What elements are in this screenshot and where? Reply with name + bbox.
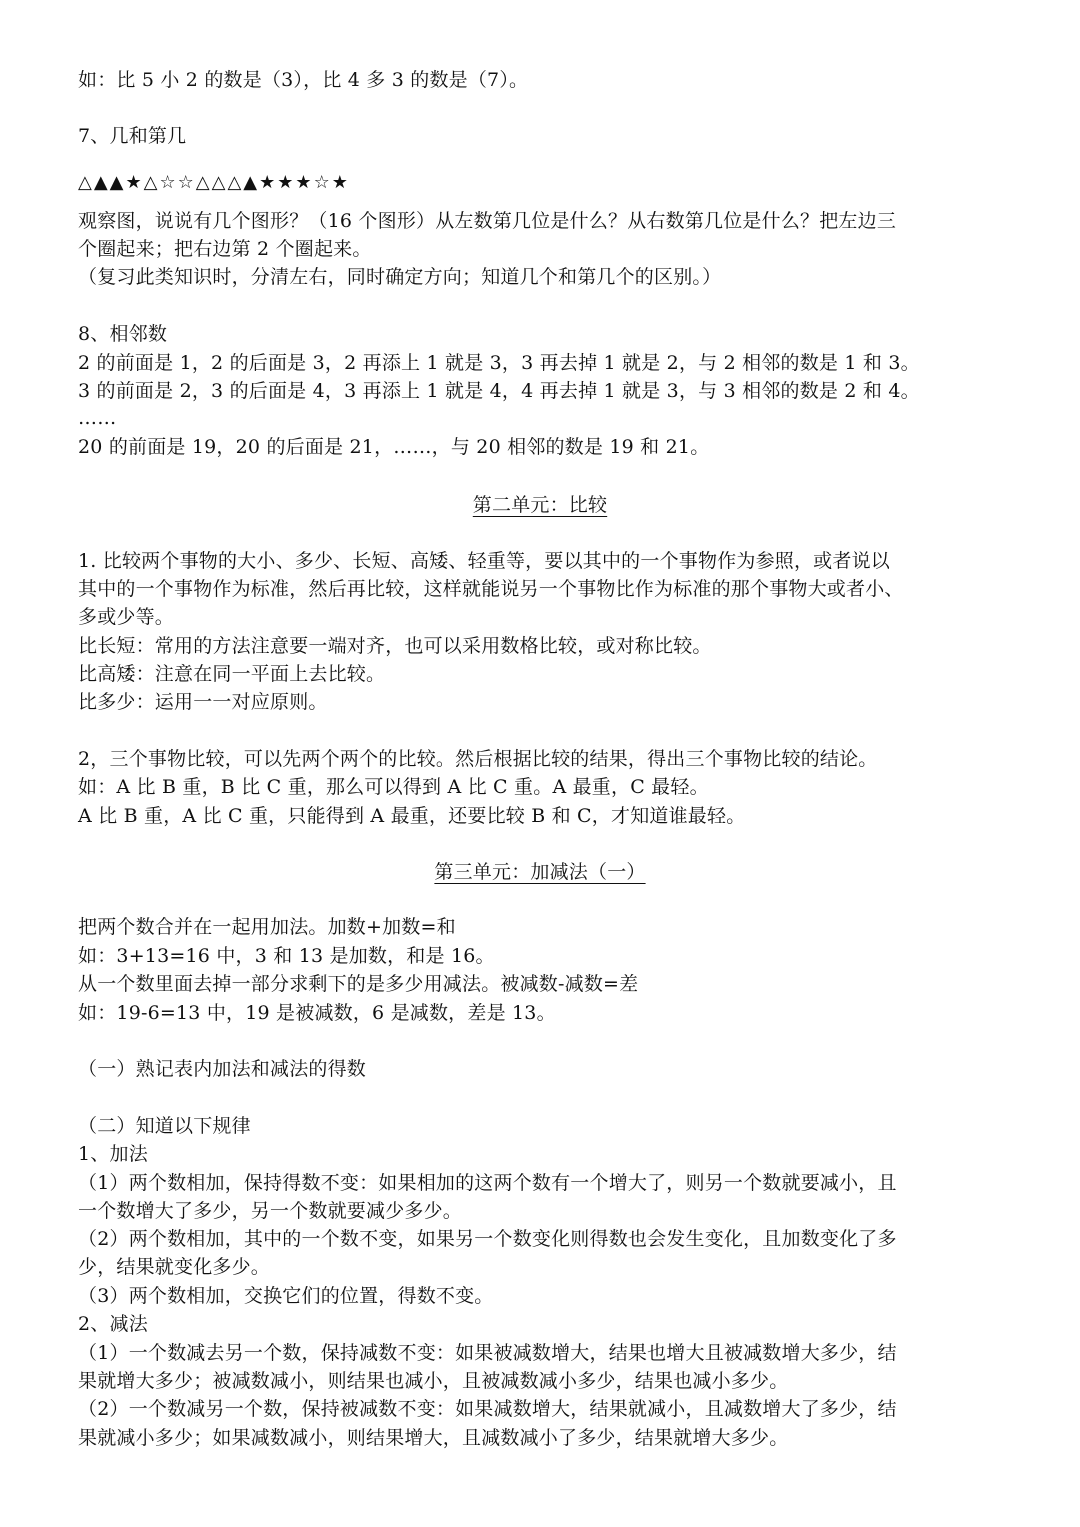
paragraph-line: 其中的一个事物作为标准，然后再比较，这样就能说另一个事物比作为标准的那个事物大或者小、 [78,578,904,600]
paragraph-line: 2，三个事物比较，可以先两个两个的比较。然后根据比较的结果，得出三个事物比较的结论。 [78,748,878,770]
paragraph-line: 观察图，说说有几个图形？（16 个图形）从左数第几位是什么？从右数第几位是什么？把左边三 [78,210,897,232]
subsection-heading: （二）知道以下规律 [78,1115,251,1137]
paragraph-line: A 比 B 重，A 比 C 重，只能得到 A 最重，还要比较 B 和 C，才知道谁最轻。 [78,805,746,827]
section-heading: 7、几和第几 [78,125,187,147]
paragraph-line: 果就增大多少；被减数减小，则结果也减小，且被减数减小多少，结果也减小多少。 [78,1370,789,1392]
note-line: （复习此类知识时，分清左右，同时确定方向；知道几个和第几个的区别。） [78,266,722,288]
unit-title: 第三单元：加减法（一） [434,861,646,883]
paragraph-line: 20 的前面是 19，20 的后面是 21，……，与 20 相邻的数是 19 和 21。 [78,436,710,458]
paragraph-line: （2）一个数减另一个数，保持被减数不变：如果减数增大，结果就减小，且减数增大了多少，结 [78,1398,897,1420]
paragraph-line: 如：19-6=13 中，19 是被减数，6 是减数，差是 13。 [78,1002,556,1024]
paragraph-line: 如：A 比 B 重，B 比 C 重，那么可以得到 A 比 C 重。A 最重，C 最轻。 [78,776,709,798]
paragraph-line: 3 的前面是 2，3 的后面是 4，3 再添上 1 就是 4，4 再去掉 1 就是 3，与 3 相邻的数是 2 和 4。 [78,380,920,402]
section-heading: 1、加法 [78,1143,148,1165]
section-heading: 8、相邻数 [78,323,168,345]
paragraph-line: 1. 比较两个事物的大小、多少、长短、高矮、轻重等，要以其中的一个事物作为参照，或者说以 [78,550,890,572]
ellipsis-line: …… [78,407,117,429]
paragraph-line: 少，结果就变化多少。 [78,1256,271,1278]
paragraph-line: 一个数增大了多少，另一个数就要减少多少。 [78,1200,463,1222]
paragraph-line: 把两个数合并在一起用加法。加数+加数=和 [78,916,456,938]
paragraph-line: 比多少：运用一一对应原则。 [78,691,328,713]
paragraph-line: 果就减小多少；如果减数减小，则结果增大，且减数减小了多少，结果就增大多少。 [78,1427,789,1449]
section-heading: 2、减法 [78,1313,148,1335]
paragraph-line: （2）两个数相加，其中的一个数不变，如果另一个数变化则得数也会发生变化，且加数变化了多 [78,1228,897,1250]
paragraph-line: （1）两个数相加，保持得数不变：如果相加的这两个数有一个增大了，则另一个数就要减小，且 [78,1172,897,1194]
shape-sequence: △▲▲★△☆☆△△△▲★★★☆★ [78,172,350,193]
subsection-heading: （一）熟记表内加法和减法的得数 [78,1058,367,1080]
paragraph-line: 多或少等。 [78,606,175,628]
paragraph-line: （1）一个数减去另一个数，保持减数不变：如果被减数增大，结果也增大且被减数增大多少，结 [78,1342,897,1364]
paragraph-line: （3）两个数相加，交换它们的位置，得数不变。 [78,1285,494,1307]
paragraph-line: 比长短：常用的方法注意要一端对齐，也可以采用数格比较，或对称比较。 [78,635,712,657]
paragraph-line: 个圈起来；把右边第 2 个圈起来。 [78,238,372,260]
paragraph-line: 2 的前面是 1，2 的后面是 3，2 再添上 1 就是 3，3 再去掉 1 就是 2，与 2 相邻的数是 1 和 3。 [78,352,920,374]
paragraph-line: 比高矮：注意在同一平面上去比较。 [78,663,386,685]
unit-title: 第二单元：比较 [472,494,608,516]
example-text: 如：比 5 小 2 的数是（3），比 4 多 3 的数是（7）。 [78,69,529,91]
paragraph-line: 如：3+13=16 中，3 和 13 是加数，和是 16。 [78,945,495,967]
paragraph-line: 从一个数里面去掉一部分求剩下的是多少用减法。被减数-减数=差 [78,973,639,995]
